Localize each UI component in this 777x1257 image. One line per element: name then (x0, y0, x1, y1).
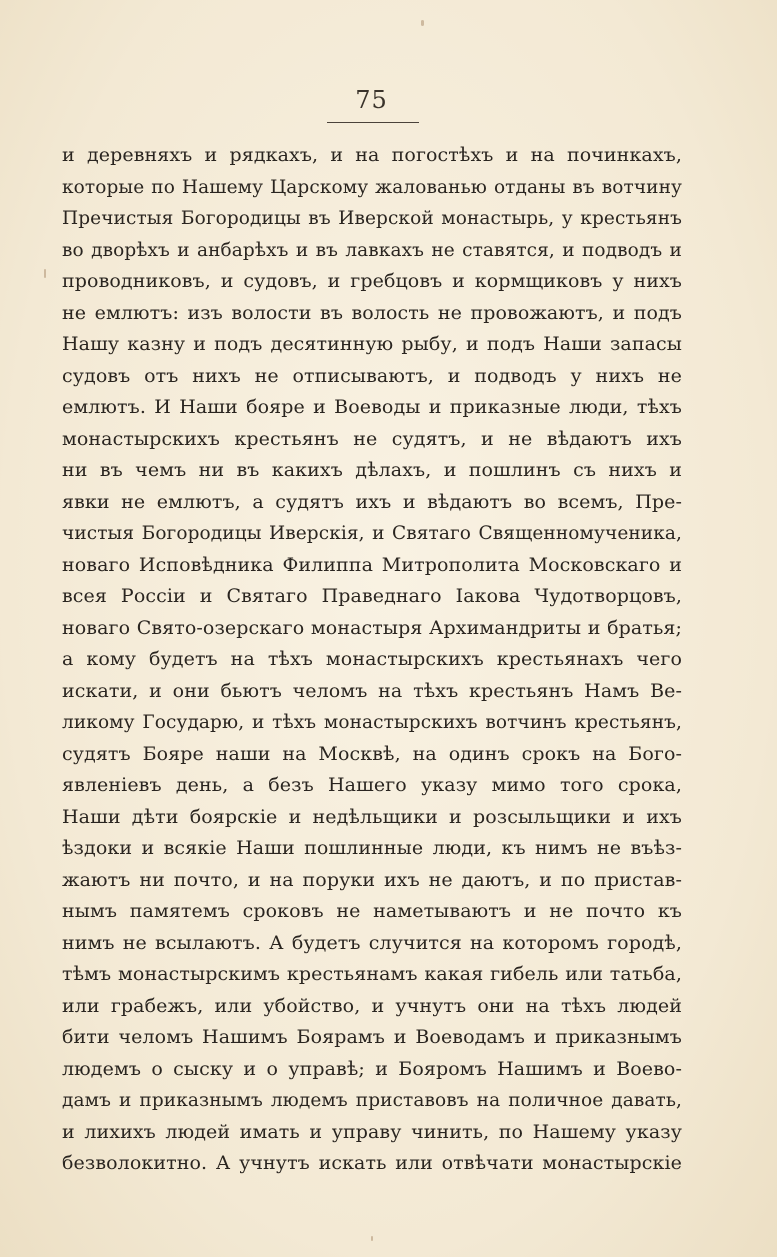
text-line: явки не емлютъ, а судятъ ихъ и вѣдаютъ во всемъ, Пре- (62, 490, 682, 513)
text-line: проводниковъ, и судовъ, и гребцовъ и кормщиковъ у нихъ (62, 270, 682, 292)
text-line: или грабежъ, или убойство, и учнутъ они на тѣхъ людей (62, 994, 682, 1017)
text-line: и деревняхъ и рядкахъ, и на погостѣхъ и на починкахъ, (62, 144, 682, 166)
text-line: Пречистыя Богородицы въ Иверской монастырь, у крестьянъ (62, 208, 682, 229)
text-line: всея Россіи и Святаго Праведнаго Іакова Чудотворцовъ, (62, 585, 682, 607)
text-line: бити челомъ Нашимъ Боярамъ и Воеводамъ и приказнымъ (62, 1026, 682, 1048)
text-line: жаютъ ни почто, и на поруки ихъ не даютъ, и по пристав- (62, 868, 682, 891)
paper-speck (371, 1236, 373, 1241)
text-line: не емлютъ: изъ волости въ волость не провожаютъ, и подъ (62, 301, 682, 324)
text-line: емлютъ. И Наши бояре и Воеводы и приказные люди, тѣхъ (62, 396, 682, 418)
text-line: а кому будетъ на тѣхъ монастырскихъ крестьянахъ чего (62, 648, 682, 670)
text-line: нымъ памятемъ сроковъ не наметываютъ и не почто къ (62, 900, 682, 922)
text-line: во дворѣхъ и анбарѣхъ и въ лавкахъ не ставятся, и подводъ и (62, 239, 682, 261)
text-line: ѣздоки и всякіе Наши пошлинные люди, къ нимъ не въѣз- (62, 837, 682, 859)
text-line: Наши дѣти боярскіе и недѣльщики и розсыльщики и ихъ (62, 805, 682, 828)
text-line: явленіевъ день, а безъ Нашего указу мимо того срока, (62, 774, 682, 796)
text-line: ни въ чемъ ни въ какихъ дѣлахъ, и пошлинъ съ нихъ и (62, 459, 682, 481)
text-line: которые по Нашему Царскому жалованью отданы въ вотчину (62, 176, 682, 198)
text-line: судятъ Бояре наши на Москвѣ, на одинъ срокъ на Бого- (62, 742, 682, 765)
text-line: монастырскихъ крестьянъ не судятъ, и не вѣдаютъ ихъ (62, 427, 682, 450)
paper-speck (421, 20, 424, 26)
text-line: ликому Государю, и тѣхъ монастырскихъ вотчинъ крестьянъ, (62, 712, 682, 733)
text-line: людемъ о сыску и о управѣ; и Бояромъ Нашимъ и Воево- (62, 1057, 682, 1080)
text-line: и лихихъ людей имать и управу чинить, по Нашему указу (62, 1120, 682, 1143)
text-line: искати, и они бьютъ челомъ на тѣхъ крестьянъ Намъ Ве- (62, 679, 682, 702)
text-line: нимъ не всылаютъ. А будетъ случится на которомъ городѣ, (62, 931, 682, 954)
text-line: новаго Исповѣдника Филиппа Митрополита Московскаго и (62, 553, 682, 576)
text-line: тѣмъ монастырскимъ крестьянамъ какая гибель или татьба, (62, 963, 682, 985)
text-line: судовъ отъ нихъ не отписываютъ, и подводъ у нихъ не (62, 364, 682, 387)
text-line: чистыя Богородицы Иверскія, и Святаго Священномученика, (62, 523, 682, 544)
paper-speck (44, 269, 46, 278)
text-line: Нашу казну и подъ десятинную рыбу, и подъ Наши запасы (62, 333, 682, 355)
body-text (62, 140, 682, 1180)
page-number: 75 (355, 86, 388, 114)
text-line: дамъ и приказнымъ людемъ приставовъ на поличное давать, (62, 1090, 682, 1111)
text-line: новаго Свято-озерскаго монастыря Архимандриты и братья; (62, 616, 682, 639)
page-number-rule (327, 122, 419, 123)
text-line: безволокитно. А учнутъ искать или отвѣчати монастырскіе (62, 1152, 682, 1174)
